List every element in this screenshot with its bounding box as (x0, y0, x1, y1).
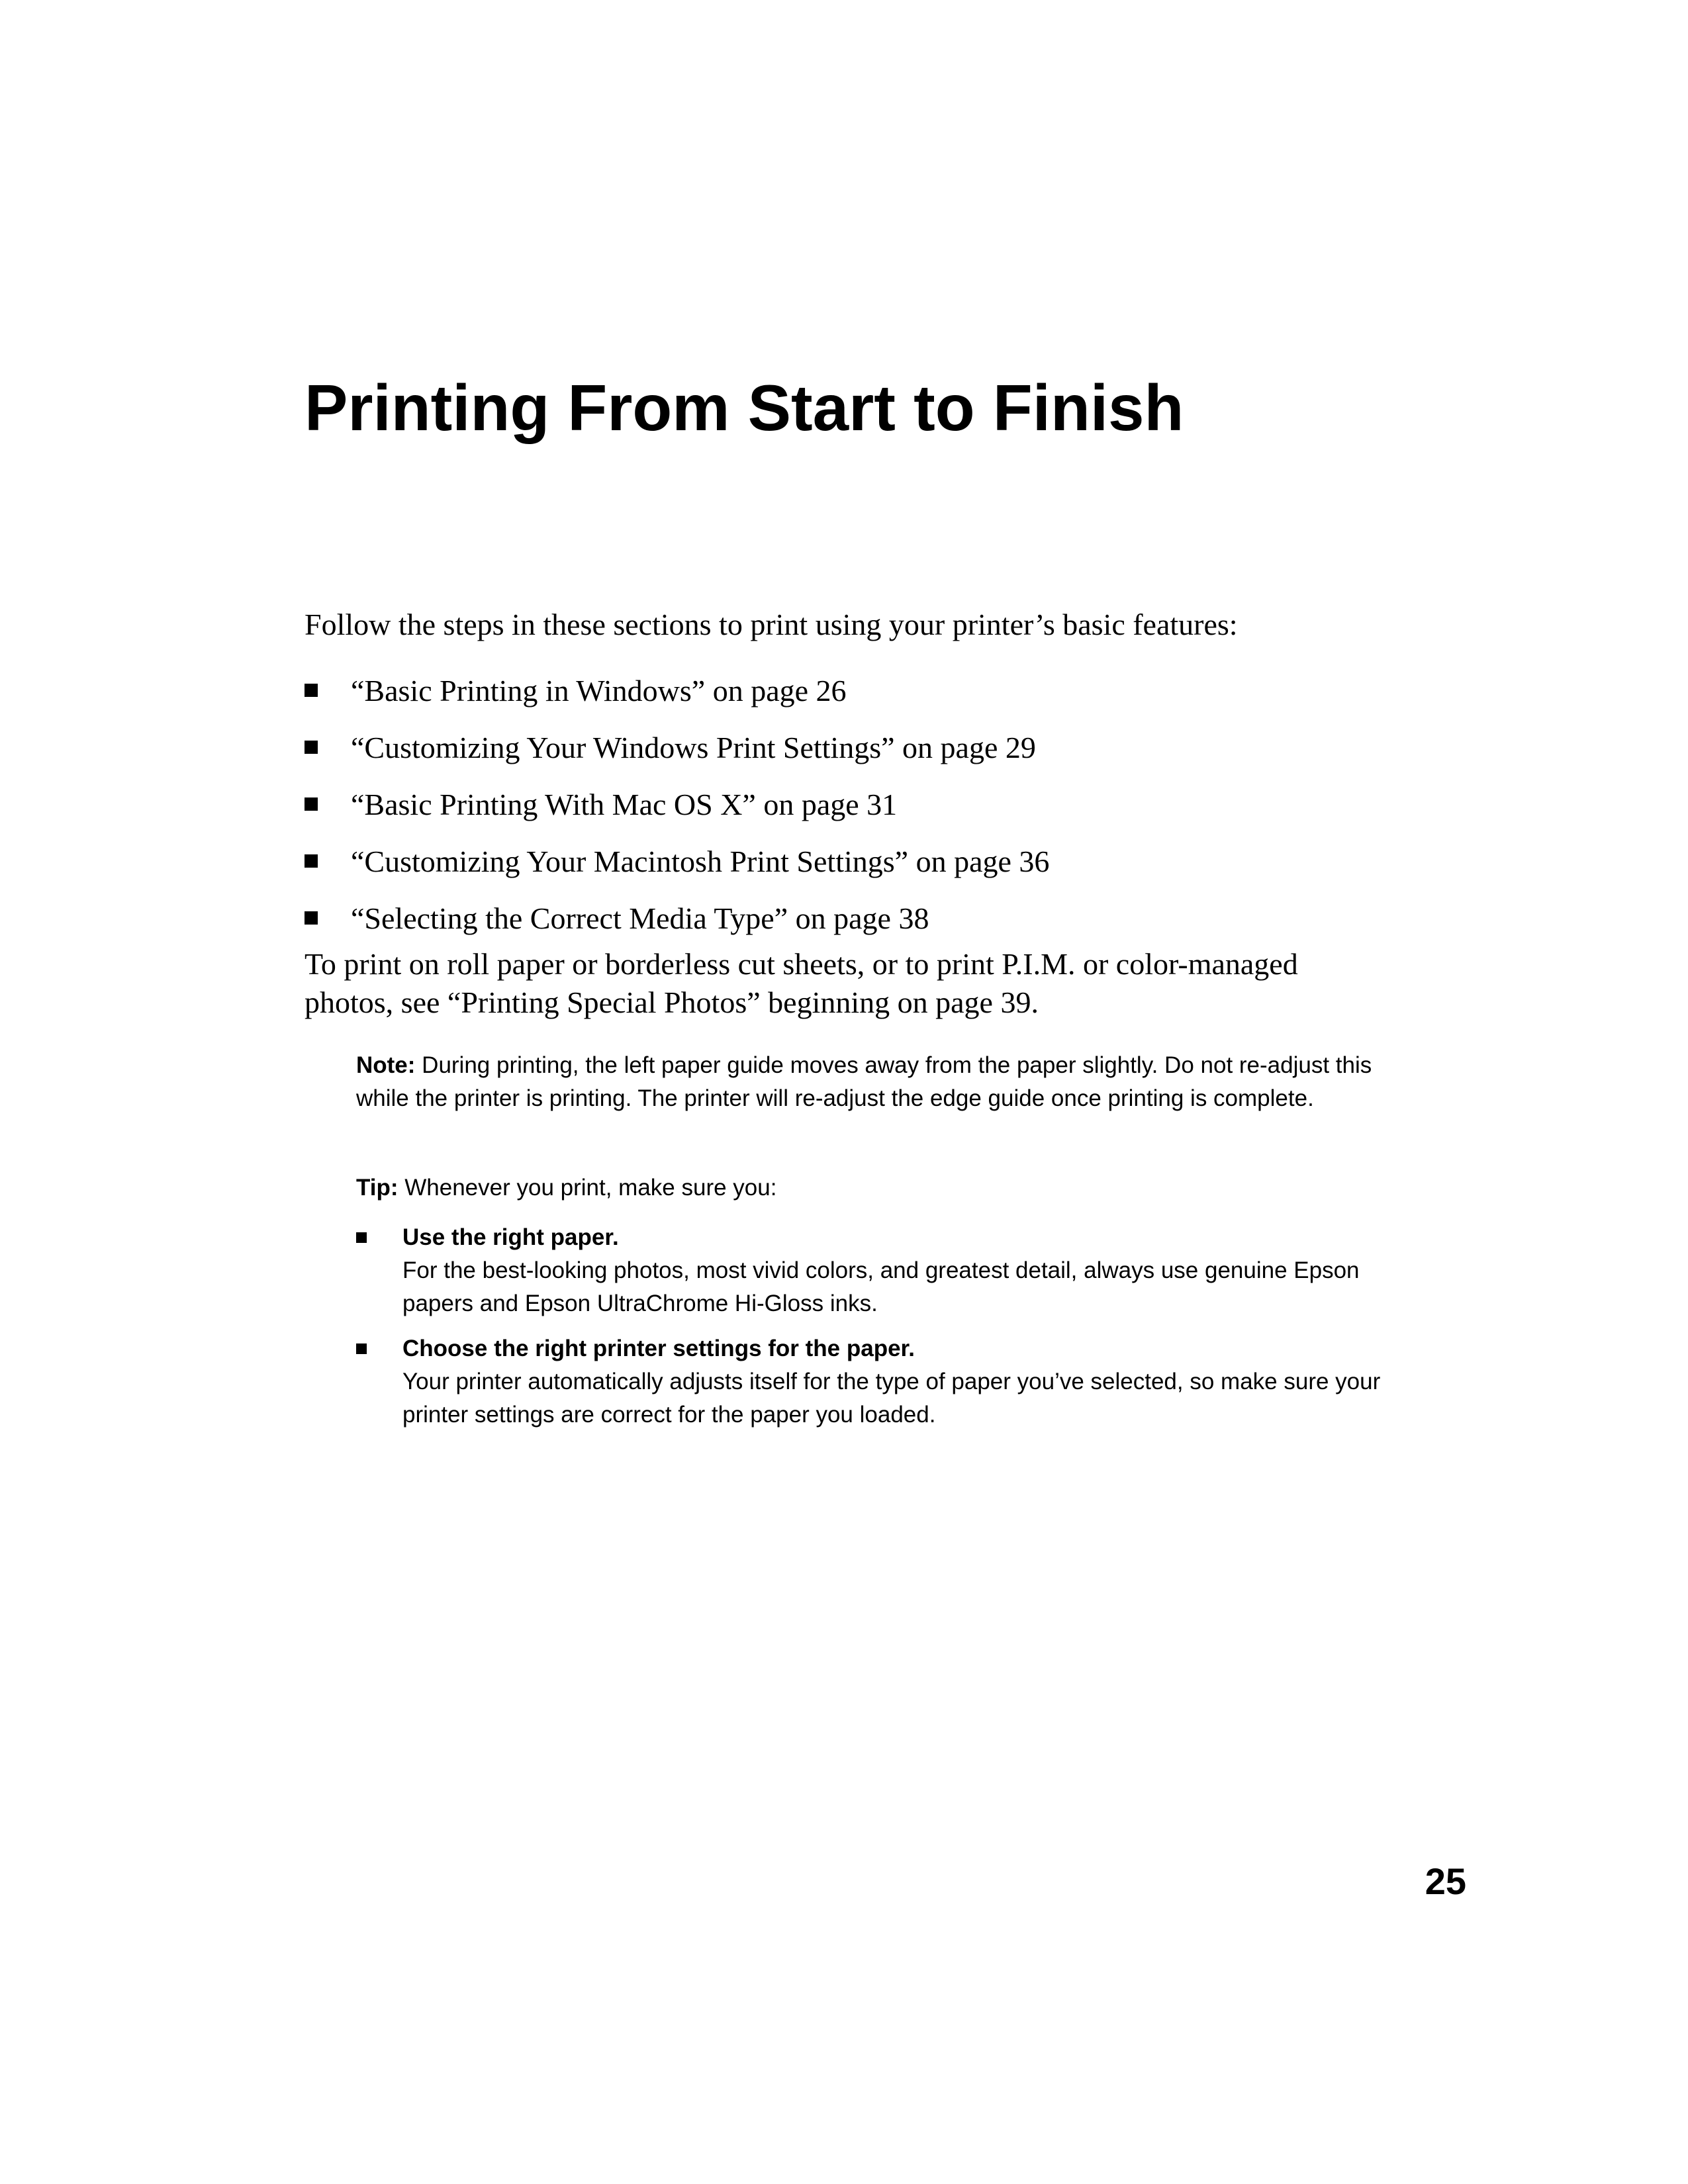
list-item (356, 1332, 1389, 1432)
square-bullet-icon (305, 797, 318, 811)
list-item (305, 719, 1049, 776)
tip-block (356, 1171, 1402, 1205)
tip-item-heading: Choose the right printer settings for the paper. (402, 1336, 915, 1361)
square-bullet-icon (356, 1343, 367, 1354)
section-reference: “Selecting the Correct Media Type” on page 38 (351, 901, 929, 935)
page-number: 25 (1425, 1860, 1466, 1902)
tip-item-heading: Use the right paper. (402, 1224, 619, 1250)
tip-item-description: For the best-looking photos, most vivid colors, and greatest detail, always use genuine Epson papers and Epson UltraChrome Hi-Gloss inks. (402, 1257, 1360, 1316)
square-bullet-icon (305, 854, 318, 868)
special-photos-paragraph: To print on roll paper or borderless cut sheets, or to print P.I.M. or color-managed photos, see “Printing Special Photos” beginning on page 39. (305, 947, 1298, 1019)
section-reference: “Customizing Your Windows Print Settings” on page 29 (351, 730, 1036, 764)
section-reference: “Basic Printing in Windows” on page 26 (351, 673, 847, 707)
list-item (305, 662, 1049, 719)
tip-item-description: Your printer automatically adjusts itself for the type of paper you’ve selected, so make sure your printer settings are correct for the paper you loaded. (402, 1369, 1381, 1428)
square-bullet-icon (305, 741, 318, 754)
note-text: During printing, the left paper guide moves away from the paper slightly. Do not re-adjust this while the printer is printing. The printer will re-adjust the edge guide once printing is complete. (356, 1052, 1372, 1111)
section-list (305, 662, 1049, 946)
square-bullet-icon (305, 911, 318, 925)
intro-paragraph: Follow the steps in these sections to print using your printer’s basic features: (305, 608, 1238, 641)
square-bullet-icon (305, 684, 318, 697)
page-title: Printing From Start to Finish (305, 371, 1184, 444)
note-label: Note: (356, 1052, 416, 1078)
list-item (305, 889, 1049, 946)
note-block (356, 1049, 1402, 1115)
tip-list (356, 1221, 1389, 1443)
list-item (305, 776, 1049, 833)
tip-item-content (402, 1332, 1389, 1432)
section-reference: “Customizing Your Macintosh Print Settings” on page 36 (351, 844, 1050, 878)
tip-label: Tip: (356, 1175, 399, 1201)
tip-item-content (402, 1221, 1389, 1320)
tip-text: Whenever you print, make sure you: (398, 1175, 777, 1201)
section-reference: “Basic Printing With Mac OS X” on page 31 (351, 787, 898, 821)
list-item (305, 833, 1049, 889)
square-bullet-icon (356, 1232, 367, 1243)
list-item (356, 1221, 1389, 1320)
